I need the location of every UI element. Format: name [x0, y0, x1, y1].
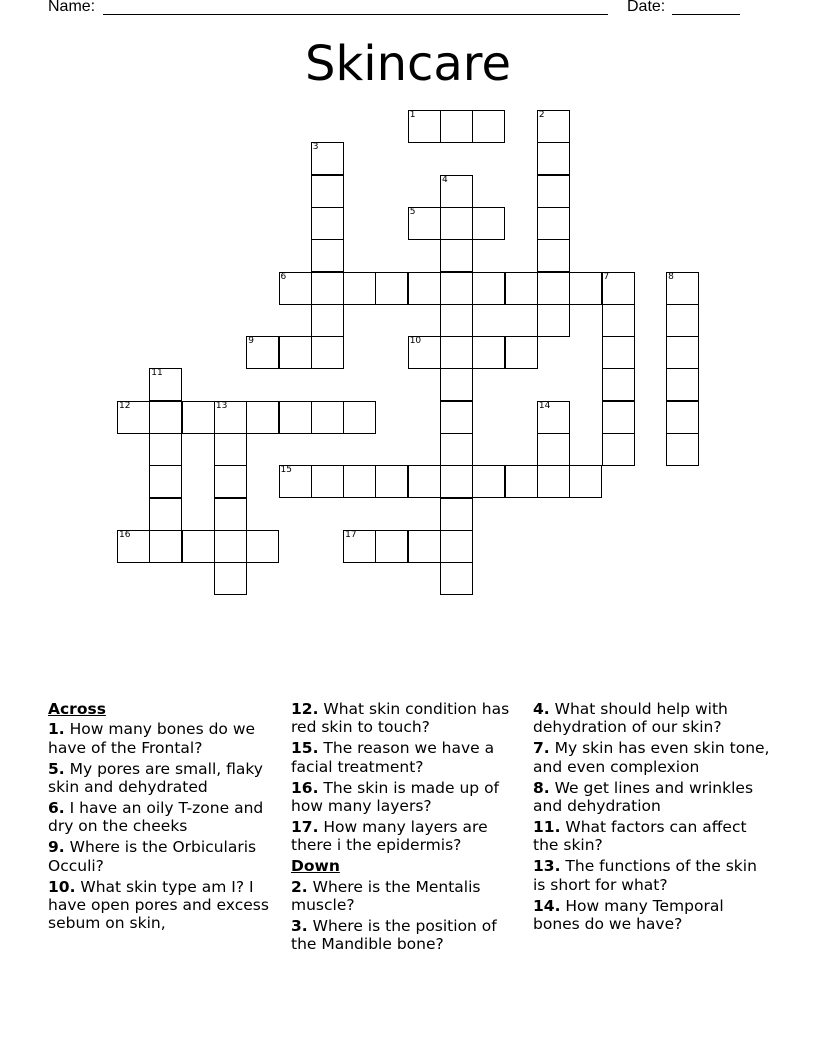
grid-cell[interactable]: [246, 530, 279, 563]
grid-cell[interactable]: [569, 272, 602, 305]
grid-cell[interactable]: [311, 207, 344, 240]
grid-cell[interactable]: [214, 530, 247, 563]
grid-cell[interactable]: [440, 304, 473, 337]
clue: [291, 818, 519, 855]
clue-column-1: [48, 700, 280, 935]
grid-cell[interactable]: [408, 336, 441, 369]
grid-cell[interactable]: [537, 401, 570, 434]
date-field-line[interactable]: [672, 14, 740, 15]
clue-column-3: [533, 700, 773, 936]
grid-cell[interactable]: [408, 207, 441, 240]
grid-cell[interactable]: [311, 304, 344, 337]
clue-text: How many layers are there i the epidermis?: [291, 817, 488, 855]
grid-cell[interactable]: [311, 401, 344, 434]
clue-text: I have an oily T-zone and dry on the cheeks: [48, 799, 264, 836]
clue: [533, 897, 773, 934]
clue: [48, 720, 280, 757]
clue: [291, 779, 519, 816]
grid-cell[interactable]: [602, 304, 635, 337]
grid-cell[interactable]: [440, 336, 473, 369]
grid-cell[interactable]: [440, 272, 473, 305]
clue-number-label: 1.: [48, 720, 65, 739]
clue-number: 5: [409, 206, 416, 217]
clue-number: 17: [345, 529, 357, 540]
name-label: Name:: [48, 0, 96, 15]
grid-cell[interactable]: [569, 465, 602, 498]
grid-cell[interactable]: [311, 175, 344, 208]
clue-number: 3: [312, 142, 319, 153]
clue-text: The skin is made up of how many layers?: [291, 778, 500, 816]
clue-number-label: 14.: [533, 896, 561, 915]
grid-cell[interactable]: [440, 562, 473, 595]
grid-cell[interactable]: [472, 465, 505, 498]
grid-cell[interactable]: [666, 336, 699, 369]
grid-cell[interactable]: [440, 433, 473, 466]
clue-number-label: 10.: [48, 877, 76, 896]
clue-number: 8: [668, 271, 674, 282]
clue: [48, 799, 280, 836]
clue-text: Where is the position of the Mandible bone?: [291, 916, 497, 954]
clue: [533, 857, 773, 894]
grid-cell[interactable]: [246, 401, 279, 434]
grid-cell[interactable]: [149, 530, 182, 563]
clue: [533, 818, 773, 855]
clue-number-label: 12.: [291, 700, 319, 718]
grid-cell[interactable]: [214, 401, 247, 434]
grid-cell[interactable]: [408, 530, 441, 563]
clue-number-label: 15.: [291, 739, 319, 758]
clue-number-label: 4.: [533, 700, 550, 718]
grid-cell[interactable]: [375, 272, 408, 305]
clue-number: 12: [119, 400, 131, 411]
clue-text: What should help with dehydration of our skin?: [533, 700, 728, 737]
grid-cell[interactable]: [149, 498, 182, 531]
clue-number: 11: [151, 368, 163, 379]
grid-cell[interactable]: [440, 175, 473, 208]
clue-number-label: 6.: [48, 799, 65, 818]
grid-cell[interactable]: [149, 433, 182, 466]
clue-text: How many bones do we have of the Frontal?: [48, 720, 256, 757]
grid-cell[interactable]: [440, 401, 473, 434]
clue-text: The functions of the skin is short for what?: [533, 857, 757, 894]
grid-cell[interactable]: [149, 465, 182, 498]
clue-number-label: 16.: [291, 778, 319, 797]
grid-cell[interactable]: [343, 530, 376, 563]
grid-cell[interactable]: [246, 336, 279, 369]
grid-cell[interactable]: [537, 142, 570, 175]
grid-cell[interactable]: [602, 368, 635, 401]
grid-cell[interactable]: [537, 465, 570, 498]
grid-cell[interactable]: [602, 272, 635, 305]
name-field-line[interactable]: [103, 14, 608, 15]
clue-number: 16: [119, 529, 131, 540]
clue-text: What skin type am I? I have open pores and excess sebum on skin,: [48, 877, 269, 933]
clue-number-label: 8.: [533, 778, 550, 797]
grid-cell[interactable]: [343, 465, 376, 498]
grid-cell[interactable]: [311, 272, 344, 305]
clue-number: 2: [538, 110, 545, 120]
grid-cell[interactable]: [214, 465, 247, 498]
clue: [48, 878, 280, 933]
date-label: Date:: [627, 0, 666, 15]
clue-text: We get lines and wrinkles and dehydration: [533, 778, 754, 816]
grid-cell[interactable]: [408, 465, 441, 498]
clue: [533, 779, 773, 816]
clue-number-label: 7.: [533, 739, 550, 758]
clue: [48, 838, 280, 875]
grid-cell[interactable]: [117, 530, 150, 563]
clue-number-label: 17.: [291, 817, 319, 836]
grid-cell[interactable]: [602, 433, 635, 466]
grid-cell[interactable]: [602, 336, 635, 369]
clue-number-label: 5.: [48, 759, 65, 778]
grid-cell[interactable]: [472, 336, 505, 369]
grid-cell[interactable]: [214, 562, 247, 595]
clue-number: 4: [442, 174, 448, 185]
grid-cell[interactable]: [149, 368, 182, 401]
grid-cell[interactable]: [375, 465, 408, 498]
grid-cell[interactable]: [279, 336, 312, 369]
clue: [291, 700, 519, 737]
grid-cell[interactable]: [343, 272, 376, 305]
clue: [291, 917, 519, 954]
grid-cell[interactable]: [117, 401, 150, 434]
clue: [533, 739, 773, 776]
grid-cell[interactable]: [505, 336, 538, 369]
grid-cell[interactable]: [472, 110, 505, 143]
grid-cell[interactable]: [279, 465, 312, 498]
grid-cell[interactable]: [472, 207, 505, 240]
grid-cell[interactable]: [537, 304, 570, 337]
grid-cell[interactable]: [311, 465, 344, 498]
clue-text: My skin has even skin tone, and even complexion: [533, 739, 770, 776]
clue-text: How many Temporal bones do we have?: [533, 896, 724, 933]
grid-cell[interactable]: [214, 433, 247, 466]
grid-cell[interactable]: [182, 530, 215, 563]
grid-cell[interactable]: [408, 110, 441, 143]
clue-number-label: 13.: [533, 857, 561, 876]
grid-cell[interactable]: [505, 272, 538, 305]
grid-cell[interactable]: [440, 239, 473, 272]
clue: [291, 878, 519, 915]
grid-cell[interactable]: [666, 272, 699, 305]
clue-text: The reason we have a facial treatment?: [291, 739, 495, 776]
grid-cell[interactable]: [279, 272, 312, 305]
grid-cell[interactable]: [472, 272, 505, 305]
clue-number-label: 9.: [48, 838, 65, 857]
grid-cell[interactable]: [311, 336, 344, 369]
grid-cell[interactable]: [440, 530, 473, 563]
clue-number: 10: [409, 336, 422, 347]
clue-number-label: 2.: [291, 877, 308, 896]
clue-number-label: 11.: [533, 817, 561, 836]
clue-text: My pores are small, flaky skin and dehydrated: [48, 759, 263, 797]
clue-text: Where is the Mentalis muscle?: [291, 877, 481, 915]
grid-cell[interactable]: [440, 110, 473, 143]
clue: [533, 700, 773, 737]
clue-number: 6: [280, 271, 287, 282]
grid-cell[interactable]: [440, 368, 473, 401]
across-heading: Across: [48, 700, 106, 718]
grid-cell[interactable]: [666, 304, 699, 337]
grid-cell[interactable]: [537, 207, 570, 240]
clue-number: 7: [603, 271, 610, 282]
clue-number-label: 3.: [291, 916, 308, 935]
grid-cell[interactable]: [440, 498, 473, 531]
clue-text: Where is the Orbicularis Occuli?: [48, 838, 257, 875]
grid-cell[interactable]: [408, 272, 441, 305]
clue-number: 1: [409, 110, 416, 120]
grid-cell[interactable]: [537, 239, 570, 272]
clue-number: 14: [538, 400, 551, 411]
grid-cell[interactable]: [375, 530, 408, 563]
clue: [48, 760, 280, 797]
clue-column-2: [291, 700, 519, 956]
grid-cell[interactable]: [602, 401, 635, 434]
clue-text: What factors can affect the skin?: [533, 817, 747, 855]
grid-cell[interactable]: [440, 207, 473, 240]
grid-cell[interactable]: [537, 433, 570, 466]
grid-cell[interactable]: [149, 401, 182, 434]
clue: [291, 739, 519, 776]
grid-cell[interactable]: [182, 401, 215, 434]
grid-cell[interactable]: [666, 401, 699, 434]
grid-cell[interactable]: [537, 110, 570, 143]
grid-cell[interactable]: [311, 142, 344, 175]
grid-cell[interactable]: [343, 401, 376, 434]
clue-number: 13: [215, 400, 228, 411]
clue-number: 9: [248, 336, 254, 347]
grid-cell[interactable]: [440, 465, 473, 498]
grid-cell[interactable]: [279, 401, 312, 434]
grid-cell[interactable]: [505, 465, 538, 498]
grid-cell[interactable]: [666, 433, 699, 466]
down-heading: Down: [291, 857, 340, 876]
grid-cell[interactable]: [666, 368, 699, 401]
clue-text: What skin condition has red skin to touch?: [291, 700, 510, 737]
puzzle-title: Skincare: [304, 36, 512, 92]
grid-cell[interactable]: [214, 498, 247, 531]
clue-number: 15: [280, 465, 292, 476]
grid-cell[interactable]: [537, 175, 570, 208]
grid-cell[interactable]: [311, 239, 344, 272]
grid-cell[interactable]: [537, 272, 570, 305]
